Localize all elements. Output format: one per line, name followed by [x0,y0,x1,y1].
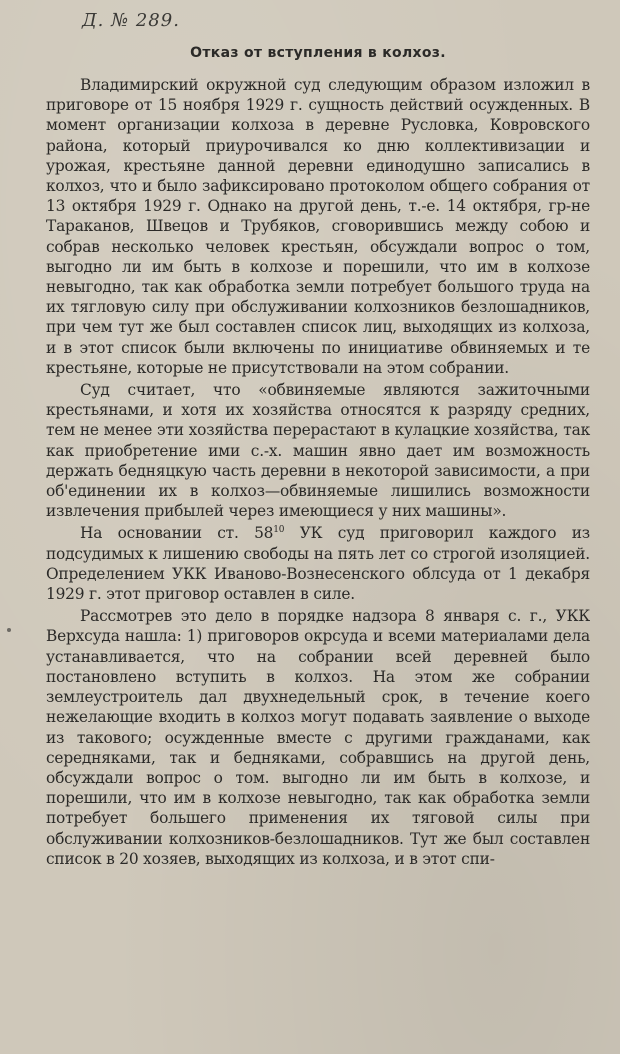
article-superscript: 10 [273,525,285,536]
paragraph-3-text-end: УК суд приговорил каждого из подсудимых к лишению свободы на пять лет со строгой изоляцией. Определением УКК Иваново-Вознесенского облсуда от 1 декабря 1929 г. этот приговор оставлен в силе. [46,524,590,604]
paragraph-3-text-start: На основании ст. 58 [80,524,274,543]
document-title: Отказ от вступления в колхоз. [190,45,446,61]
paragraph-3 [46,523,590,604]
paragraph-4: Рассмотрев это дело в порядке надзора 8 января с. г., УКК Верхсуда нашла: 1) приговоров окрсуда и всеми материалами дела устанавливается, что на собрании всей деревней было постановлено вступить в колхоз. На этом же собрании землеустроитель дал двухнедельный срок, в течение коего нежелающие входить в колхоз могут подавать заявление о выходе из такового; осужденные вместе с другими гражданами, как середняками, так и бедняками, собравшись на другой день, обсуждали вопрос о том. выгодно ли им быть в колхозе, и порешили, что им в колхозе невыгодно, так как обработка земли потребует большего применения их тяговой силы при обслуживании колхозников-безлошадников. Тут же был составлен список в 20 хозяев, выходящих из колхоза, и в этот спи- [46,607,590,868]
margin-ink-dot [7,628,11,632]
paragraph-1: Владимирский окружной суд следующим образом изложил в приговоре от 15 ноября 1929 г. сущность действий осужденных. В момент организации колхоза в деревне Русловка, Ковровского района, который приурочивался ко дню коллективизации и урожая, крестьяне данной деревни единодушно записались в колхоз, что и было зафиксировано протоколом общего собрания от 13 октября 1929 г. Однако на другой день, т.-е. 14 октября, гр-не Тараканов, Швецов и Трубяков, сговорившись между собою и собрав несколько человек крестьян, обсуждали вопрос о том, выгодно ли им быть в колхозе и порешили, что им в колхозе невыгодно, так как обработка земли потребует большого труда на их тягловую силу при обслуживании колхозников безлошадников, при чем тут же был составлен список лиц, выходящих из колхоза, и в этот список были включены по инициативе обвиняемых и те крестьяне, которые не присутствовали на этом собрании. [46,76,590,377]
paragraph-2: Суд считает, что «обвиняемые являются зажиточными крестьянами, и хотя их хозяйства относятся к разряду средних, тем не менее эти хозяйства перерастают в кулацкие хозяйства, так как приобретение ими с.-х. машин явно дает им возможность держать бедняцкую часть деревни в некоторой зависимости, а при об'единении их в колхоз—обвиняемые лишились возможности извлечения прибылей через имеющиеся у них машины». [46,381,590,521]
case-number: Д. № 289. [82,10,180,31]
